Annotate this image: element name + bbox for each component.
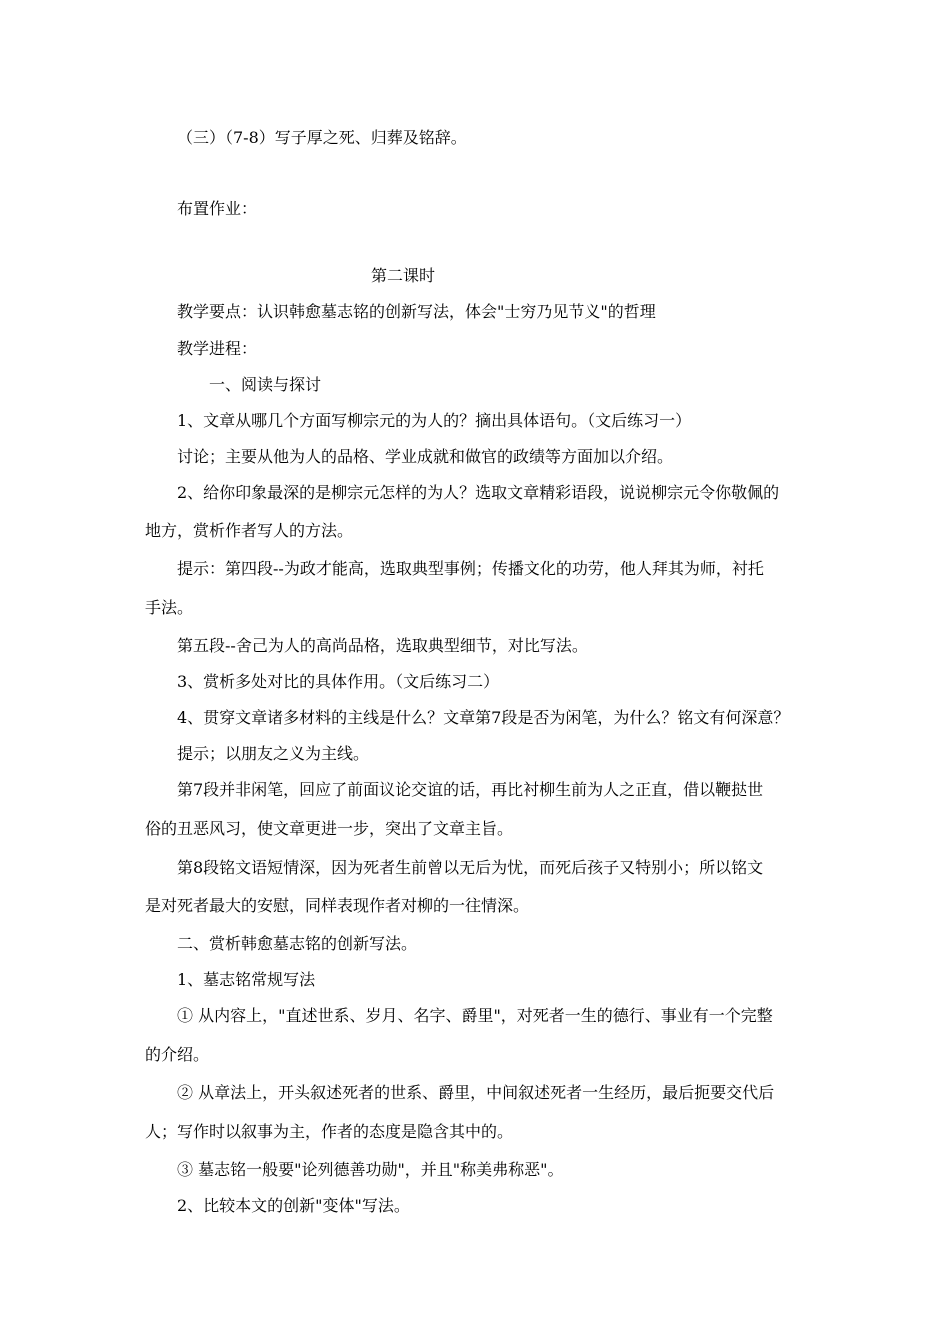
teaching-points: 教学要点：认识韩愈墓志铭的创新写法，体会"士穷乃见节义"的哲理 [177, 302, 656, 321]
point-structure-cont: 人；写作时以叙事为主，作者的态度是隐含其中的。 [145, 1122, 514, 1141]
point-content: ① 从内容上，"直述世系、岁月、名字、爵里"，对死者一生的德行、事业有一个完整 [177, 1006, 773, 1025]
teaching-process-label: 教学进程： [177, 339, 258, 358]
question-3: 3、赏析多处对比的具体作用。（文后练习二） [177, 672, 500, 691]
discussion-1: 讨论；主要从他为人的品格、学业成就和做官的政绩等方面加以介绍。 [177, 447, 674, 466]
question-4: 4、贯穿文章诸多材料的主线是什么？文章第7段是否为闲笔，为什么？铭文有何深意？ [177, 708, 790, 727]
hint-2: 提示：第四段--为政才能高，选取典型事例；传播文化的功劳，他人拜其为师，衬托 [177, 559, 764, 578]
question-2: 2、给你印象最深的是柳宗元怎样的为人？选取文章精彩语段，说说柳宗元令你敬佩的 [177, 483, 780, 502]
hint-4-para8-cont: 是对死者最大的安慰，同样表现作者对柳的一往情深。 [145, 896, 530, 915]
hint-2-cont: 手法。 [145, 598, 194, 617]
point-structure: ② 从章法上，开头叙述死者的世系、爵里，中间叙述死者一生经历，最后扼要交代后 [177, 1083, 775, 1102]
hint-4-para7-cont: 俗的丑恶风习，使文章更进一步，突出了文章主旨。 [145, 819, 514, 838]
innovative-method-heading: 2、比较本文的创新"变体"写法。 [177, 1196, 410, 1215]
section-heading-three: （三）（7-8）写子厚之死、归葬及铭辞。 [177, 128, 467, 147]
conventional-method-heading: 1、墓志铭常规写法 [177, 970, 316, 989]
hint-4: 提示；以朋友之义为主线。 [177, 744, 370, 763]
point-praise: ③ 墓志铭一般要"论列德善功勋"，并且"称美弗称恶"。 [177, 1160, 564, 1179]
hint-2-para5: 第五段--舍己为人的高尚品格，选取典型细节，对比写法。 [177, 636, 588, 655]
part-one-heading: 一、阅读与探讨 [209, 375, 322, 394]
hint-4-para8: 第8段铭文语短情深，因为死者生前曾以无后为忧，而死后孩子又特别小；所以铭文 [177, 858, 764, 877]
homework-label: 布置作业： [177, 199, 258, 218]
lesson-title: 第二课时 [371, 266, 436, 285]
question-2-cont: 地方，赏析作者写人的方法。 [145, 521, 354, 540]
hint-4-para7: 第7段并非闲笔，回应了前面议论交谊的话，再比衬柳生前为人之正直，借以鞭挞世 [177, 780, 764, 799]
part-two-heading: 二、赏析韩愈墓志铭的创新写法。 [177, 934, 418, 953]
question-1: 1、文章从哪几个方面写柳宗元的为人的？摘出具体语句。（文后练习一） [177, 411, 692, 430]
point-content-cont: 的介绍。 [145, 1045, 210, 1064]
